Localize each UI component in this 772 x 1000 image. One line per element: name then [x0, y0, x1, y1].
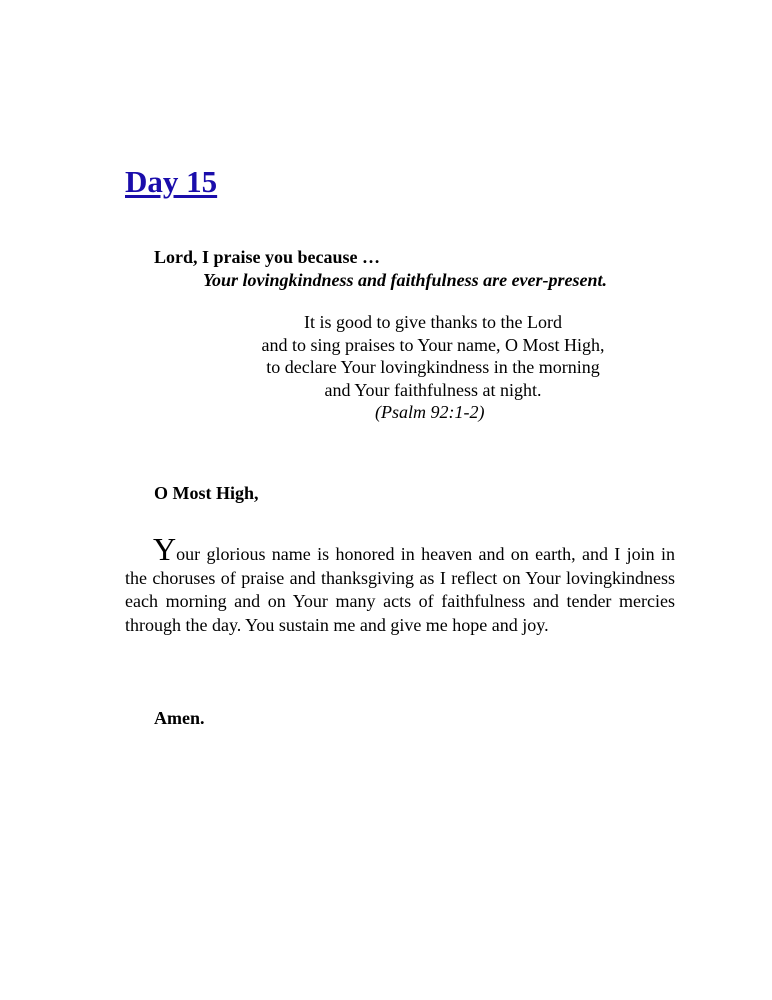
prayer-text: our glorious name is honored in heaven and on earth, and I join in the choruses of praise and thanksgiving as I reflect on Your lovingkindness each morning and on Your many acts of faithfulness and tender mercies through the day. You sustain me and give me hope and joy. — [125, 544, 675, 635]
verse-line: and to sing praises to Your name, O Most High, — [261, 334, 605, 355]
praise-intro: Lord, I praise you because … — [154, 247, 381, 267]
drop-cap: Y — [153, 531, 177, 567]
verse-line: It is good to give thanks to the Lord — [304, 312, 562, 332]
verse-line: to declare Your lovingkindness in the morning — [266, 357, 600, 377]
verse-reference: (Psalm 92:1-2) — [375, 402, 485, 422]
day-title-link[interactable]: Day 15 — [125, 164, 218, 199]
salutation: O Most High, — [154, 483, 259, 503]
praise-reason: Your lovingkindness and faithfulness are ever-present. — [203, 270, 608, 290]
verse-line: and Your faithfulness at night. — [324, 379, 542, 400]
closing-amen: Amen. — [154, 708, 205, 728]
scripture-verse — [200, 311, 666, 401]
prayer-paragraph — [125, 531, 675, 637]
